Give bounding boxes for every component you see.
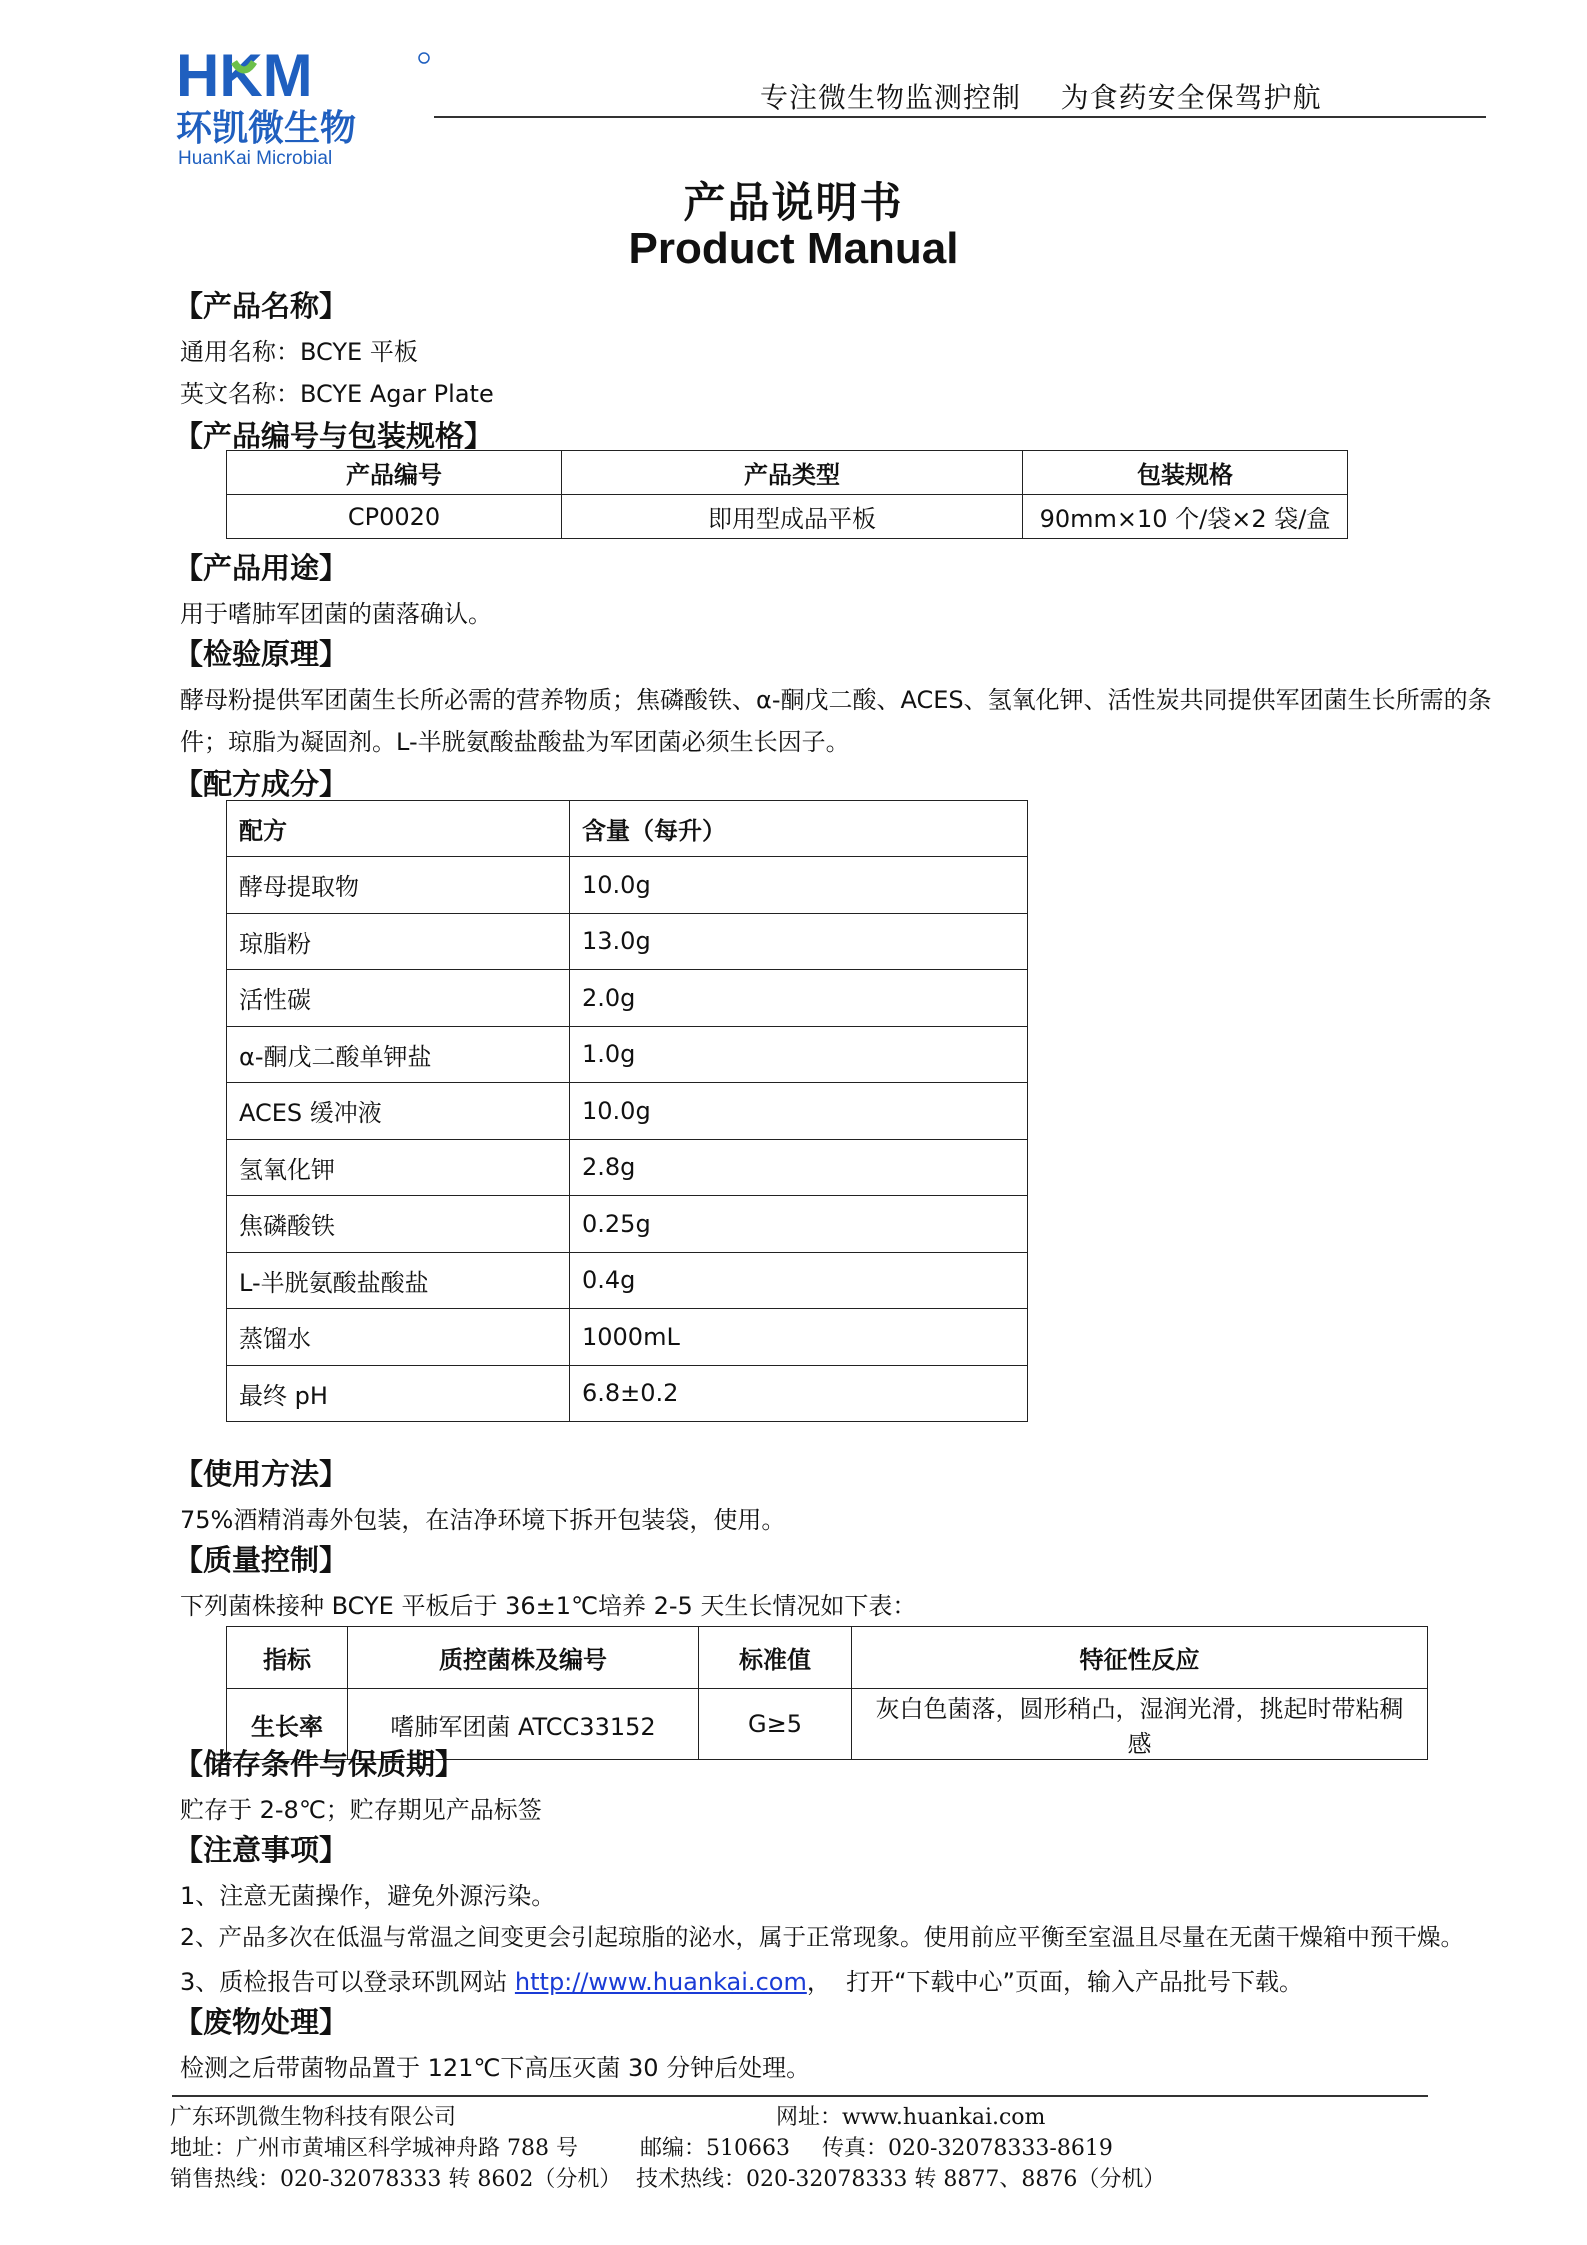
spec-cell-type: 即用型成品平板 bbox=[562, 495, 1023, 539]
footer-website: 网址：www.huankai.com bbox=[776, 2105, 1046, 2130]
formula-row bbox=[227, 857, 1028, 914]
qc-cell-reaction: 灰白色菌落，圆形稍凸，湿润光滑，挑起时带粘稠感 bbox=[852, 1689, 1428, 1760]
formula-ingredient: 氢氧化钾 bbox=[227, 1139, 570, 1196]
qc-header-strain: 质控菌株及编号 bbox=[348, 1627, 699, 1689]
formula-row bbox=[227, 970, 1028, 1027]
formula-row bbox=[227, 1083, 1028, 1140]
section-heading-name: 【产品名称】 bbox=[174, 289, 349, 323]
section-heading-storage: 【储存条件与保质期】 bbox=[174, 1747, 465, 1781]
generic-name: 通用名称：BCYE 平板 bbox=[180, 338, 418, 366]
qc-cell-index: 生长率 bbox=[227, 1689, 348, 1760]
section-heading-principle: 【检验原理】 bbox=[174, 637, 349, 671]
formula-ingredient: 琼脂粉 bbox=[227, 913, 570, 970]
note-3 bbox=[180, 1962, 1303, 1997]
hkm-logo-mark bbox=[174, 48, 434, 168]
formula-amount: 0.4g bbox=[570, 1252, 1028, 1309]
footer-divider bbox=[172, 2095, 1428, 2097]
formula-row bbox=[227, 1026, 1028, 1083]
qc-cell-strain: 嗜肺军团菌 ATCC33152 bbox=[348, 1689, 699, 1760]
section-heading-spec: 【产品编号与包装规格】 bbox=[174, 419, 494, 453]
spec-cell-code: CP0020 bbox=[227, 495, 562, 539]
formula-ingredient: 酵母提取物 bbox=[227, 857, 570, 914]
formula-ingredient: 蒸馏水 bbox=[227, 1309, 570, 1366]
formula-table bbox=[226, 800, 1028, 1422]
formula-ingredient: ACES 缓冲液 bbox=[227, 1083, 570, 1140]
section-heading-disposal: 【废物处理】 bbox=[174, 2005, 349, 2039]
spec-header-type: 产品类型 bbox=[562, 451, 1023, 495]
formula-row bbox=[227, 913, 1028, 970]
qc-header-reaction: 特征性反应 bbox=[852, 1627, 1428, 1689]
principle-line-2: 件；琼脂为凝固剂。L-半胱氨酸盐酸盐为军团菌必须生长因子。 bbox=[180, 728, 850, 756]
header-divider bbox=[434, 116, 1486, 118]
page-title-cn: 产品说明书 bbox=[683, 178, 904, 227]
note-2: 2、产品多次在低温与常温之间变更会引起琼脂的泌水，属于正常现象。使用前应平衡至室温且尽量在无菌干燥箱中预干燥。 bbox=[180, 1923, 1464, 1951]
method-text: 75%酒精消毒外包装，在洁净环境下拆开包装袋，使用。 bbox=[180, 1506, 786, 1534]
section-heading-use: 【产品用途】 bbox=[174, 551, 349, 585]
spec-header-code: 产品编号 bbox=[227, 451, 562, 495]
qc-cell-standard: G≥5 bbox=[699, 1689, 852, 1760]
footer-postcode: 邮编：510663 bbox=[640, 2136, 790, 2161]
formula-amount: 1000mL bbox=[570, 1309, 1028, 1366]
formula-header-ingredient: 配方 bbox=[227, 801, 570, 857]
formula-ingredient: α-酮戊二酸单钾盐 bbox=[227, 1026, 570, 1083]
formula-ingredient: L-半胱氨酸盐酸盐 bbox=[227, 1252, 570, 1309]
section-heading-notes: 【注意事项】 bbox=[174, 1833, 349, 1867]
formula-amount: 10.0g bbox=[570, 857, 1028, 914]
formula-row bbox=[227, 1365, 1028, 1422]
formula-row bbox=[227, 1252, 1028, 1309]
note-3-suffix: ， 打开“下载中心”页面，输入产品批号下载。 bbox=[806, 1968, 1303, 1996]
formula-amount: 6.8±0.2 bbox=[570, 1365, 1028, 1422]
storage-text: 贮存于 2-8℃；贮存期见产品标签 bbox=[180, 1796, 542, 1824]
website-link[interactable]: http://www.huankai.com bbox=[514, 1968, 807, 1996]
company-logo bbox=[174, 48, 434, 168]
formula-amount: 2.0g bbox=[570, 970, 1028, 1027]
spec-cell-pack: 90mm×10 个/袋×2 袋/盒 bbox=[1023, 495, 1348, 539]
spec-table bbox=[226, 450, 1348, 539]
footer-tech-hotline: 技术热线：020-32078333 转 8877、8876（分机） bbox=[636, 2167, 1166, 2192]
principle-line-1: 酵母粉提供军团菌生长所必需的营养物质；焦磷酸铁、α-酮戊二酸、ACES、氢氧化钾、活性炭共同提供军团菌生长所需的条 bbox=[180, 686, 1492, 714]
section-heading-qc: 【质量控制】 bbox=[174, 1543, 349, 1577]
formula-amount: 2.8g bbox=[570, 1139, 1028, 1196]
formula-ingredient: 活性碳 bbox=[227, 970, 570, 1027]
spec-header-pack: 包装规格 bbox=[1023, 451, 1348, 495]
english-name: 英文名称：BCYE Agar Plate bbox=[180, 380, 494, 408]
disposal-text: 检测之后带菌物品置于 121℃下高压灭菌 30 分钟后处理。 bbox=[180, 2054, 811, 2082]
qc-header-standard: 标准值 bbox=[699, 1627, 852, 1689]
formula-ingredient: 焦磷酸铁 bbox=[227, 1196, 570, 1253]
footer-fax: 传真：020-32078333-8619 bbox=[822, 2136, 1113, 2161]
header-slogan: 专注微生物监测控制 为食药安全保驾护航 bbox=[760, 81, 1322, 114]
use-text: 用于嗜肺军团菌的菌落确认。 bbox=[180, 600, 492, 628]
section-heading-formula: 【配方成分】 bbox=[174, 767, 349, 801]
formula-amount: 10.0g bbox=[570, 1083, 1028, 1140]
formula-header-amount: 含量（每升） bbox=[570, 801, 1028, 857]
section-heading-method: 【使用方法】 bbox=[174, 1457, 349, 1491]
registered-mark-icon bbox=[419, 53, 429, 63]
logo-cn-text: 环凯微生物 bbox=[176, 108, 357, 149]
formula-row bbox=[227, 1196, 1028, 1253]
footer-company: 广东环凯微生物科技有限公司 bbox=[170, 2105, 457, 2130]
formula-row bbox=[227, 1139, 1028, 1196]
footer-sales-hotline: 销售热线：020-32078333 转 8602（分机） bbox=[170, 2167, 622, 2192]
formula-amount: 13.0g bbox=[570, 913, 1028, 970]
formula-amount: 1.0g bbox=[570, 1026, 1028, 1083]
logo-en-text: HuanKai Microbial bbox=[178, 148, 333, 168]
formula-ingredient: 最终 pH bbox=[227, 1365, 570, 1422]
logo-letters: HKM bbox=[176, 48, 313, 109]
formula-row bbox=[227, 1309, 1028, 1366]
footer-address: 地址：广州市黄埔区科学城神舟路 788 号 bbox=[170, 2136, 578, 2161]
formula-amount: 0.25g bbox=[570, 1196, 1028, 1253]
note-3-prefix: 3、质检报告可以登录环凯网站 bbox=[180, 1968, 515, 1996]
qc-header-index: 指标 bbox=[227, 1627, 348, 1689]
qc-intro: 下列菌株接种 BCYE 平板后于 36±1℃培养 2-5 天生长情况如下表： bbox=[180, 1592, 917, 1620]
qc-table bbox=[226, 1626, 1428, 1760]
note-1: 1、注意无菌操作，避免外源污染。 bbox=[180, 1882, 556, 1910]
page-title-en: Product Manual bbox=[628, 224, 959, 273]
